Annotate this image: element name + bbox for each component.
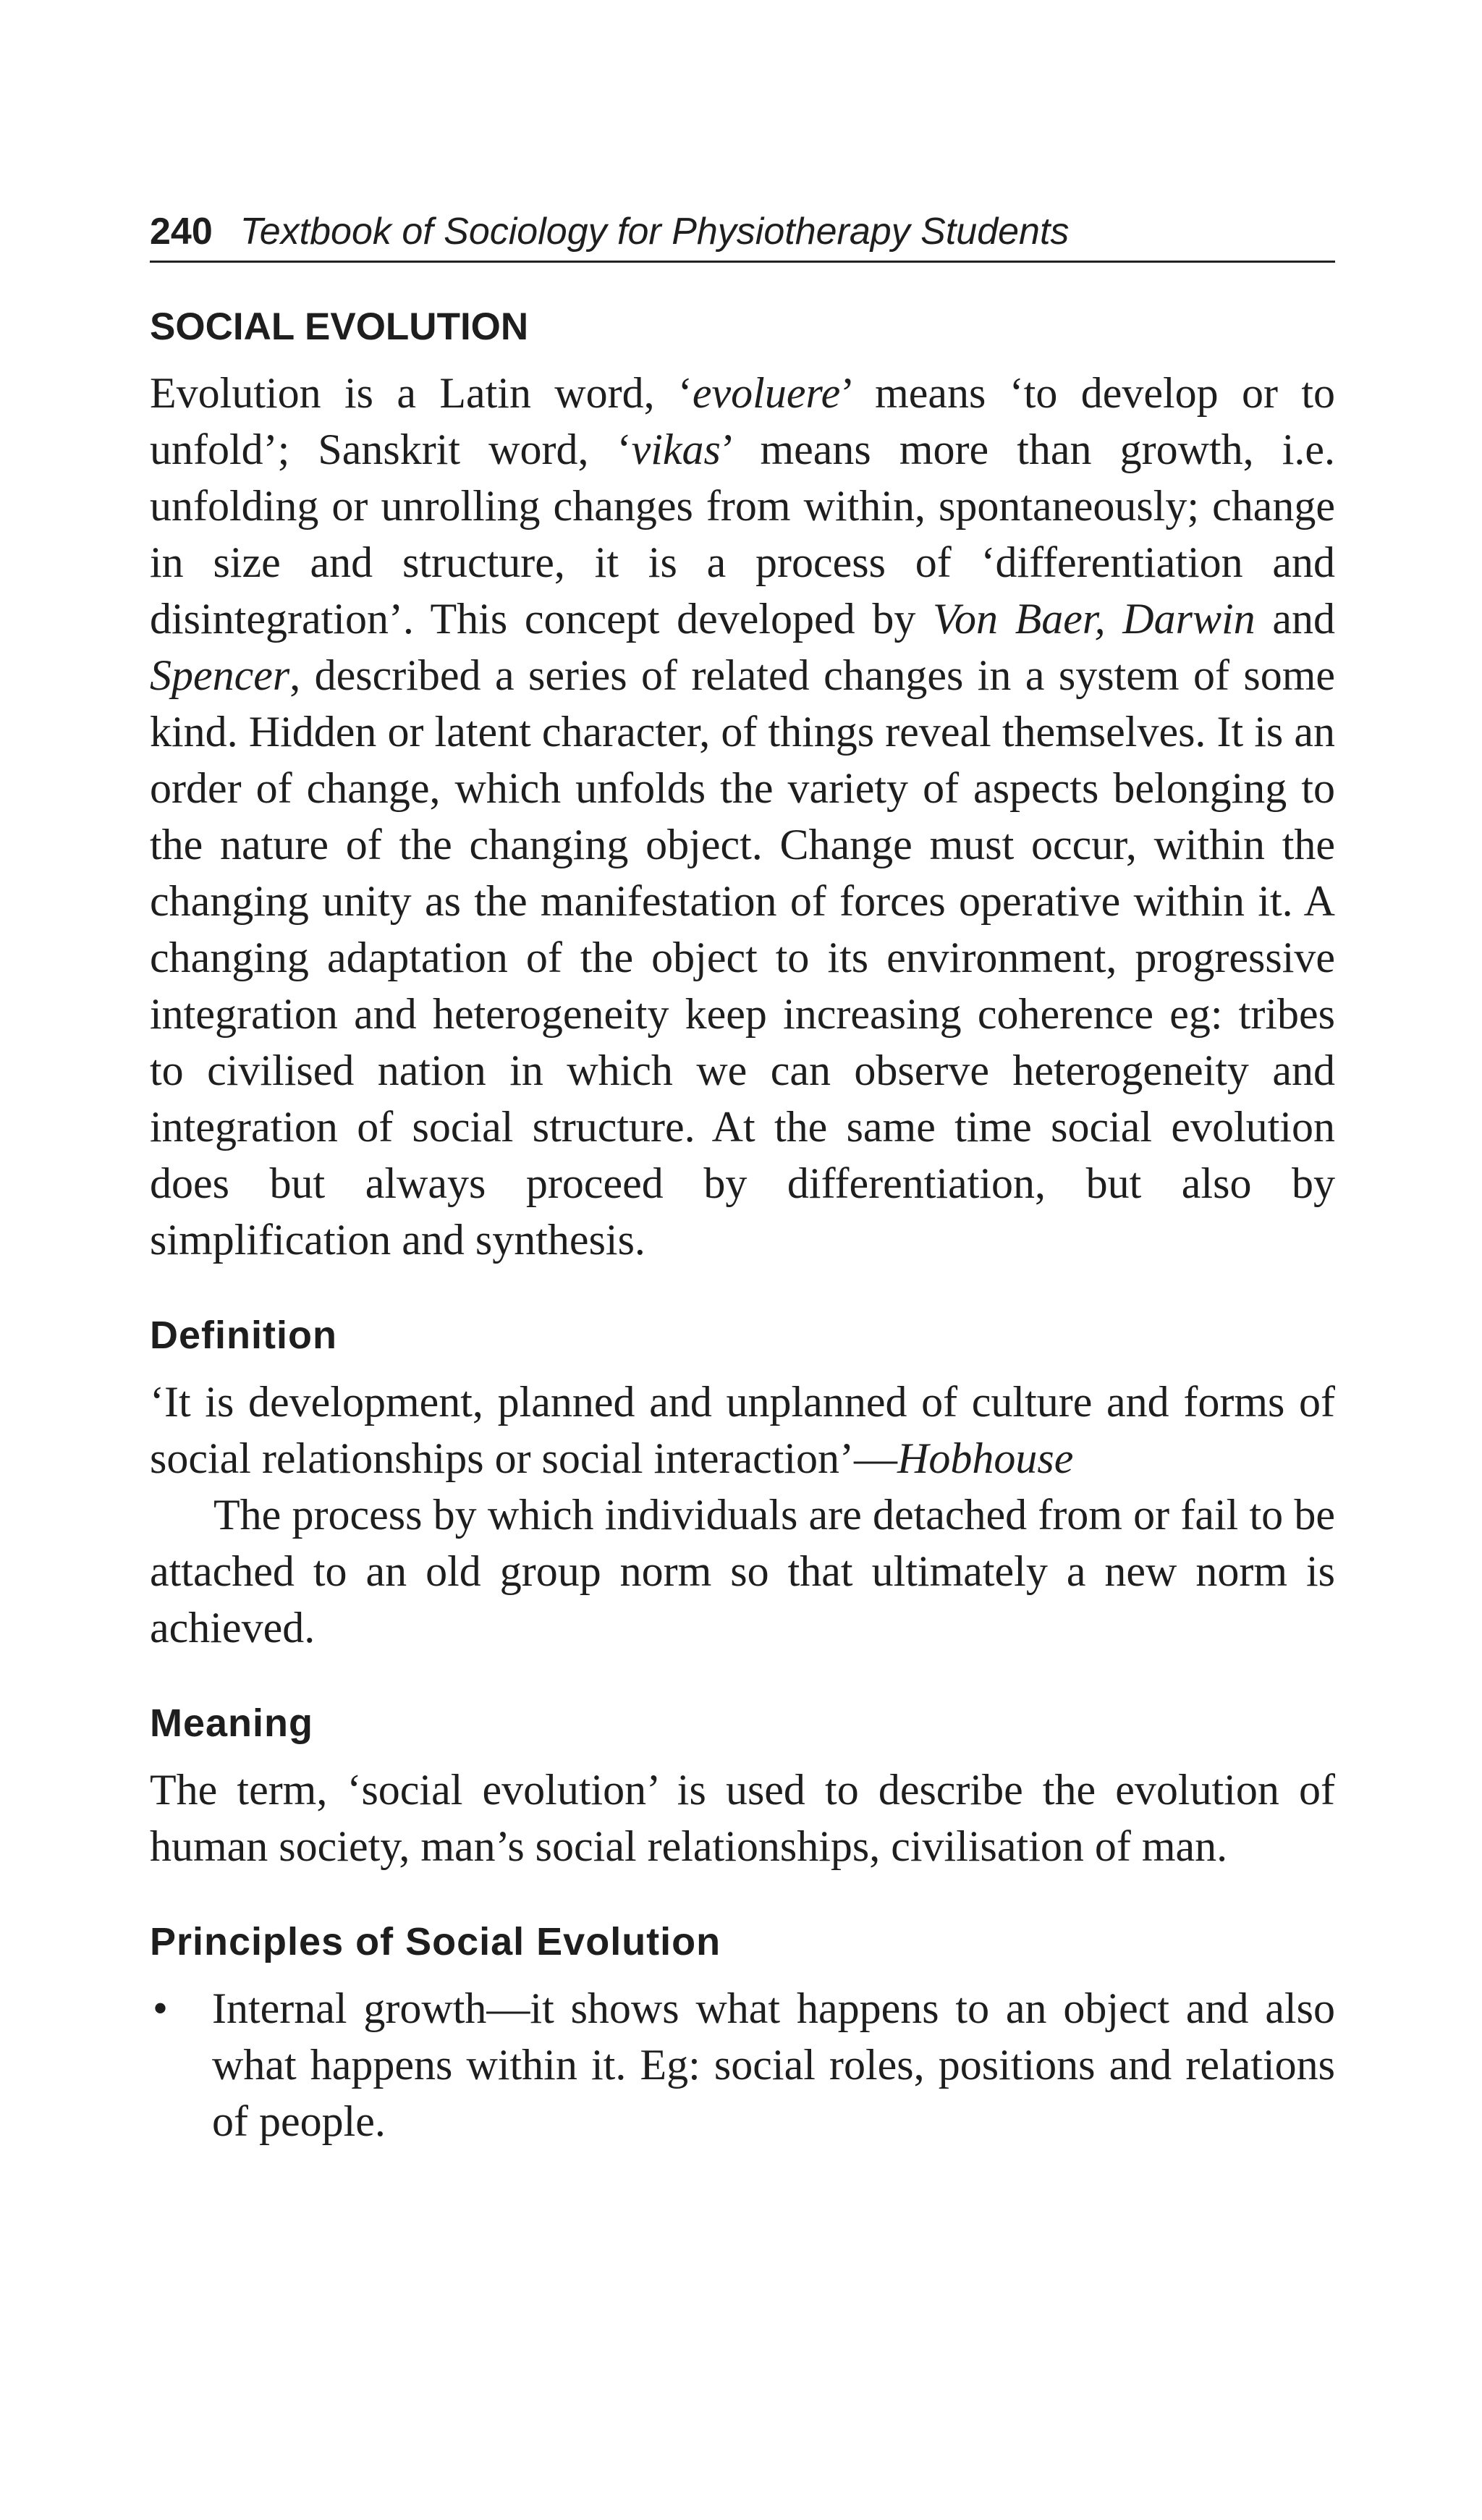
- definition-paragraph-2: The process by which individuals are detached from or fail to be attached to an old group norm so that ultimately a new norm is achieved.: [150, 1491, 1335, 1652]
- book-page: [150, 210, 1335, 2149]
- list-item: [150, 1980, 1335, 2149]
- names-von-baer-darwin: Von Baer, Darwin: [932, 595, 1256, 643]
- meaning-paragraph: The term, ‘social evolution’ is used to describe the evolution of human society, man’s social relationships, civilisation of man.: [150, 1766, 1335, 1870]
- section-heading: SOCIAL EVOLUTION: [150, 305, 529, 348]
- definition-heading: Definition: [150, 1314, 337, 1357]
- term-evoluere: evoluere: [692, 369, 841, 417]
- intro-text-4: and: [1255, 595, 1335, 643]
- running-head: [150, 210, 1335, 263]
- page-number: 240: [150, 211, 213, 253]
- book-title: Textbook of Sociology for Physiotherapy Students: [240, 211, 1070, 253]
- definition-quote-text: ‘It is development, planned and unplanned of culture and forms of social relationships or social interaction’—: [150, 1378, 1335, 1482]
- list-item-text: Internal growth—it shows what happens to an object and also what happens within it. Eg: social roles, positions and relations of people.: [212, 1984, 1335, 2145]
- intro-text-5: , described a series of related changes in a system of some kind. Hidden or latent character, of things reveal themselves. It is an order of change, which unfolds the variety of aspects belonging to the nature of the changing object. Change must occur, within the changing unity as the manifestation of forces operative within it. A changing adaptation of the object to its environment, progressive integration and heterogeneity keep increasing coherence eg: tribes to civilised nation in which we can observe heterogeneity and integration of social structure. At the same time social evolution does but always proceed by differentiation, but also by simplification and synthesis.: [150, 651, 1335, 1264]
- principles-list: [150, 1980, 1335, 2149]
- intro-text-2: ’ means ‘to develop or to unfold’; Sanskrit word, ‘: [150, 369, 1335, 473]
- definition-author: Hobhouse: [897, 1434, 1074, 1482]
- name-spencer: Spencer: [150, 651, 290, 699]
- term-vikas: vikas: [631, 426, 721, 473]
- bullet-icon: •: [153, 1984, 169, 2032]
- principles-heading: Principles of Social Evolution: [150, 1920, 721, 1963]
- definition-quote: [150, 1374, 1335, 1487]
- intro-text-3: ’ means more than growth, i.e. unfolding or unrolling changes from within, spontaneously; change in size and structure, it is a process of ‘differentiation and disintegration’. This concept developed by: [150, 426, 1336, 643]
- intro-paragraph: [150, 365, 1335, 1268]
- meaning-heading: Meaning: [150, 1701, 314, 1745]
- intro-text-1: Evolution is a Latin word, ‘: [150, 369, 693, 417]
